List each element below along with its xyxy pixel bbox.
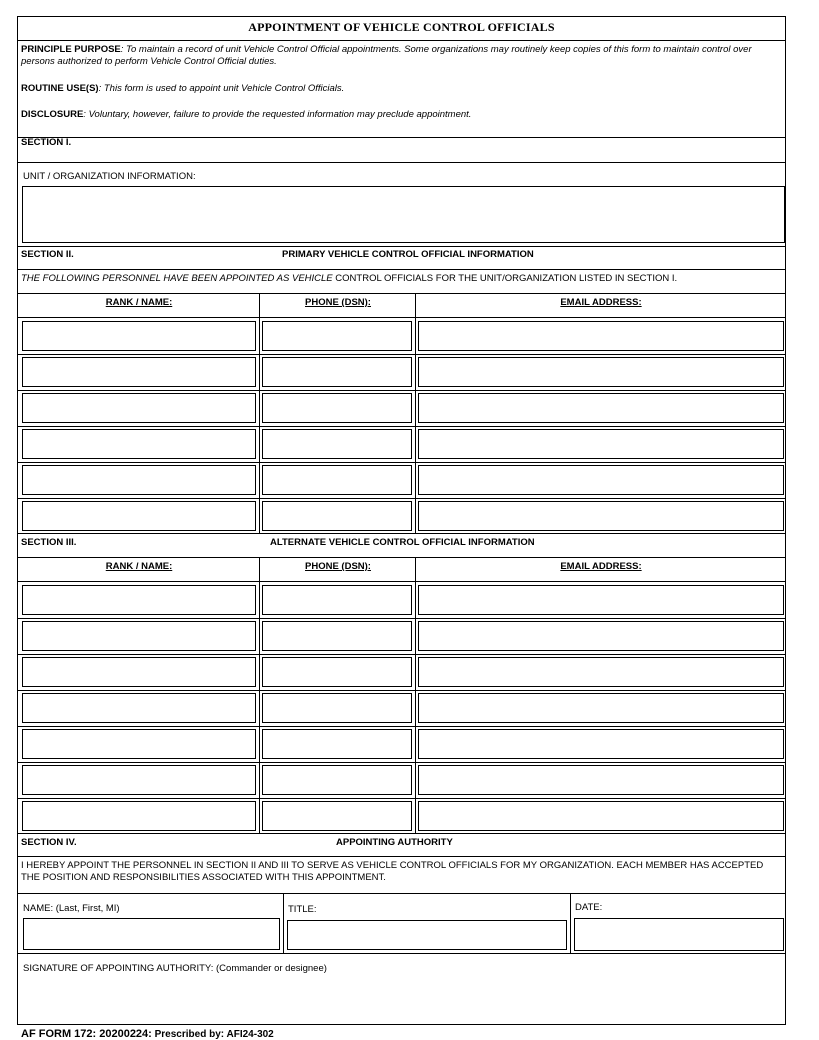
primary-rank-name-field[interactable] <box>22 321 256 351</box>
row-divider <box>18 390 785 391</box>
principle-purpose-label: PRINCIPLE PURPOSE <box>21 44 121 55</box>
routine-use-text: : This form is used to appoint unit Vehicle Control Officials. <box>98 83 345 94</box>
prescribed-by: Prescribed by: AFI24-302 <box>151 1029 274 1040</box>
signature-label: SIGNATURE OF APPOINTING AUTHORITY: (Commander or designee) <box>23 963 327 974</box>
name-field[interactable] <box>23 918 280 950</box>
form-id: AF FORM 172: 20200224: <box>21 1028 152 1040</box>
section3-label: SECTION III. <box>21 537 77 548</box>
title-label: TITLE: <box>288 904 317 915</box>
principle-purpose <box>21 44 765 68</box>
column-divider <box>283 893 284 953</box>
alternate-phone-field[interactable] <box>262 621 412 651</box>
row-divider <box>18 798 785 799</box>
primary-phone-field[interactable] <box>262 321 412 351</box>
row-divider <box>18 726 785 727</box>
divider <box>18 581 785 582</box>
row-divider <box>18 354 785 355</box>
primary-email-field[interactable] <box>418 429 784 459</box>
primary-phone-field[interactable] <box>262 501 412 531</box>
divider <box>18 833 785 834</box>
alternate-phone-field[interactable] <box>262 693 412 723</box>
alternate-rank-name-field[interactable] <box>22 657 256 687</box>
section2-label: SECTION II. <box>21 249 74 260</box>
alternate-phone-field[interactable] <box>262 765 412 795</box>
unit-org-label: UNIT / ORGANIZATION INFORMATION: <box>23 171 196 182</box>
primary-email-field[interactable] <box>418 465 784 495</box>
primary-rank-name-field[interactable] <box>22 465 256 495</box>
column-divider <box>415 557 416 833</box>
primary-rank-name-field[interactable] <box>22 357 256 387</box>
alternate-phone-field[interactable] <box>262 585 412 615</box>
alternate-email-field[interactable] <box>418 657 784 687</box>
alternate-phone-field[interactable] <box>262 657 412 687</box>
row-divider <box>18 690 785 691</box>
row-divider <box>18 498 785 499</box>
section2-statement-rest: CONTROL OFFICIALS FOR THE UNIT/ORGANIZATION LISTED IN SECTION I. <box>332 273 678 284</box>
col-phone: PHONE (DSN): <box>305 561 371 572</box>
row-divider <box>18 762 785 763</box>
alternate-email-field[interactable] <box>418 765 784 795</box>
appointment-statement: I HEREBY APPOINT THE PERSONNEL IN SECTION II AND III TO SERVE AS VEHICLE CONTROL OFFICIALS FOR MY ORGANIZATION. EACH MEMBER HAS ACCEPTED THE POSITION AND RESPONSIBILITIES ASSOCIATED WITH THIS APPOINTMENT. <box>21 860 764 883</box>
row-divider <box>18 462 785 463</box>
divider <box>18 893 785 894</box>
alternate-rank-name-field[interactable] <box>22 621 256 651</box>
section1-label: SECTION I. <box>21 137 72 148</box>
appointment-form <box>17 16 786 1025</box>
col-rank-name: RANK / NAME: <box>105 297 173 308</box>
row-divider <box>18 426 785 427</box>
divider <box>18 269 785 270</box>
section2-statement-italic: THE FOLLOWING PERSONNEL HAVE BEEN APPOINTED AS VEHICLE <box>21 273 333 284</box>
alternate-email-field[interactable] <box>418 729 784 759</box>
date-field[interactable] <box>574 918 784 951</box>
primary-phone-field[interactable] <box>262 429 412 459</box>
name-label: NAME: (Last, First, MI) <box>23 903 120 914</box>
divider <box>18 533 785 534</box>
primary-email-field[interactable] <box>418 321 784 351</box>
col-email: EMAIL ADDRESS: <box>560 561 642 572</box>
column-divider <box>415 293 416 533</box>
alternate-rank-name-field[interactable] <box>22 693 256 723</box>
principle-purpose-text: : To maintain a record of unit Vehicle Control Official appointments. Some organizations may routinely keep copies of this form to maintain control over persons authorized to perform Vehicle Control Official duties. <box>21 44 752 67</box>
section3-heading: ALTERNATE VEHICLE CONTROL OFFICIAL INFORMATION <box>270 537 535 548</box>
row-divider <box>18 654 785 655</box>
disclosure <box>21 109 765 121</box>
alternate-rank-name-field[interactable] <box>22 765 256 795</box>
primary-email-field[interactable] <box>418 501 784 531</box>
alternate-phone-field[interactable] <box>262 729 412 759</box>
primary-phone-field[interactable] <box>262 357 412 387</box>
col-phone: PHONE (DSN): <box>305 297 371 308</box>
section4-heading: APPOINTING AUTHORITY <box>336 837 453 848</box>
divider <box>18 856 785 857</box>
form-footer <box>21 1028 274 1040</box>
col-rank-name: RANK / NAME: <box>105 561 173 572</box>
divider <box>18 953 785 954</box>
primary-email-field[interactable] <box>418 357 784 387</box>
primary-rank-name-field[interactable] <box>22 393 256 423</box>
column-divider <box>259 557 260 833</box>
section2-heading: PRIMARY VEHICLE CONTROL OFFICIAL INFORMATION <box>282 249 534 260</box>
alternate-email-field[interactable] <box>418 693 784 723</box>
routine-use-label: ROUTINE USE(S) <box>21 83 99 94</box>
divider <box>18 40 785 41</box>
primary-rank-name-field[interactable] <box>22 501 256 531</box>
date-label: DATE: <box>575 902 603 913</box>
row-divider <box>18 618 785 619</box>
alternate-email-field[interactable] <box>418 801 784 831</box>
alternate-phone-field[interactable] <box>262 801 412 831</box>
divider <box>18 293 785 294</box>
alternate-rank-name-field[interactable] <box>22 585 256 615</box>
primary-phone-field[interactable] <box>262 465 412 495</box>
primary-rank-name-field[interactable] <box>22 429 256 459</box>
divider <box>18 137 785 138</box>
signature-area[interactable] <box>22 979 783 1021</box>
divider <box>18 246 785 247</box>
disclosure-label: DISCLOSURE <box>21 109 84 120</box>
divider <box>18 162 785 163</box>
title-field[interactable] <box>287 920 567 950</box>
alternate-email-field[interactable] <box>418 621 784 651</box>
disclosure-text: : Voluntary, however, failure to provide the requested information may preclude appointment. <box>83 109 472 120</box>
primary-phone-field[interactable] <box>262 393 412 423</box>
divider <box>18 557 785 558</box>
divider <box>18 317 785 318</box>
unit-org-field[interactable] <box>22 186 785 243</box>
col-email: EMAIL ADDRESS: <box>560 297 642 308</box>
column-divider <box>570 893 571 953</box>
section4-label: SECTION IV. <box>21 837 77 848</box>
form-title: APPOINTMENT OF VEHICLE CONTROL OFFICIALS <box>248 20 555 34</box>
alternate-rank-name-field[interactable] <box>22 801 256 831</box>
alternate-rank-name-field[interactable] <box>22 729 256 759</box>
section2-statement <box>21 273 677 284</box>
alternate-email-field[interactable] <box>418 585 784 615</box>
routine-use <box>21 83 765 95</box>
primary-email-field[interactable] <box>418 393 784 423</box>
column-divider <box>259 293 260 533</box>
